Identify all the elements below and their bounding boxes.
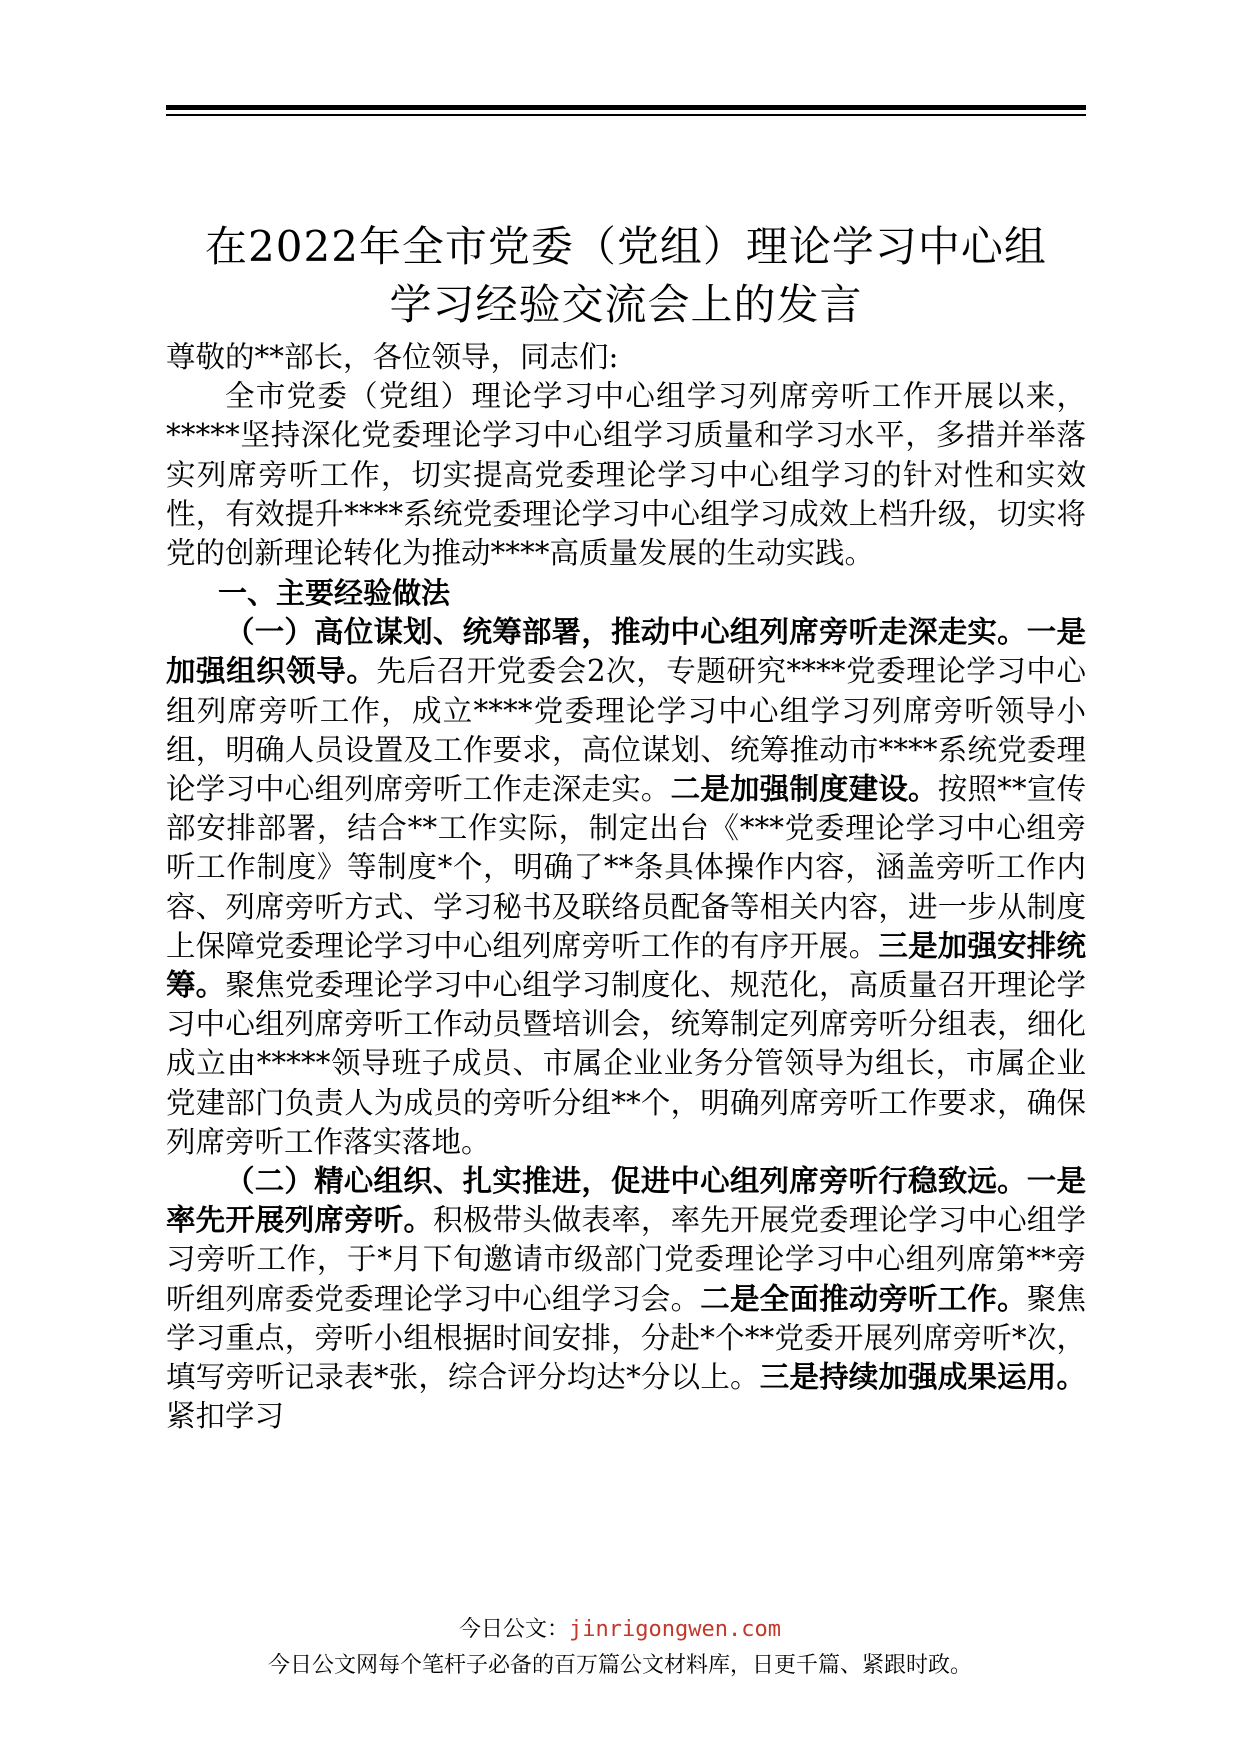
- paragraph-1-lead: （一）高位谋划、统筹部署，推动中心组列席旁听走深走实。: [225, 615, 1027, 650]
- footer-slogan: 今日公文网每个笔杆子必备的百万篇公文材料库，日更千篇、紧跟时政。: [267, 1653, 972, 1678]
- paragraph-2-lead: （二）精心组织、扎实推进，促进中心组列席旁听行稳致远。: [225, 1164, 1027, 1199]
- p2-point3-title: 三是持续加强成果运用。: [759, 1360, 1086, 1395]
- paragraph-2: [166, 1162, 1086, 1436]
- footer-label: 今日公文：: [459, 1617, 570, 1642]
- document-title-line1: 在2022年全市党委（党组）理论学习中心组: [205, 222, 1047, 271]
- p2-point1-title: 一是率先开展列席旁听。: [166, 1164, 1086, 1238]
- footer-url-link[interactable]: jinrigongwen.com: [569, 1617, 781, 1642]
- salutation: 尊敬的**部长，各位领导，同志们:: [166, 340, 619, 374]
- p1-point1-text: 先后召开党委会2次，专题研究****党委理论学习中心组列席旁听工作，成立****党委理论学习中心组学习列席旁听领导小组，明确人员设置及工作要求，高位谋划、统筹推动市****系统党委理论学习中心组列席旁听工作走深走实。: [166, 654, 1086, 807]
- document-title-line2: 学习经验交流会上的发言: [389, 280, 863, 329]
- p1-point3-title: 三是加强安排统筹。: [166, 928, 1086, 1003]
- p2-point2-title: 二是全面推动旁听工作。: [700, 1281, 1027, 1316]
- p1-point2-title: 二是加强制度建设。: [670, 772, 938, 807]
- footer-source: [0, 1612, 1240, 1643]
- intro-paragraph: 全市党委（党组）理论学习中心组学习列席旁听工作开展以来，*****坚持深化党委理论学习中心组学习质量和学习水平，多措并举落实列席旁听工作，切实提高党委理论学习中心组学习的针对性和实效性，有效提升****系统党委理论学习中心组学习成效上档升级，切实将党的创新理论转化为推动****高质量发展的生动实践。: [166, 379, 1086, 571]
- p2-point3-text: 紧扣学习: [166, 1399, 285, 1434]
- paragraph-1: [166, 613, 1086, 1162]
- document-body: [166, 338, 1086, 1436]
- p1-point2-text: 按照**宣传部安排部署，结合**工作实际，制定出台《***党委理论学习中心组旁听工作制度》等制度*个，明确了**条具体操作内容，涵盖旁听工作内容、列席旁听方式、学习秘书及联络员配备等相关内容，进一步从制度上保障党委理论学习中心组列席旁听工作的有序开展。: [166, 772, 1086, 963]
- p1-point1-title: 一是加强组织领导。: [166, 615, 1086, 689]
- p2-point1-text: 积极带头做表率，率先开展党委理论学习中心组学习旁听工作，于*月下旬邀请市级部门党委理论学习中心组列席第**旁听组列席委党委理论学习中心组学习会。: [166, 1203, 1086, 1316]
- section-heading: 一、主要经验做法: [218, 576, 451, 611]
- p2-point2-text: 聚焦学习重点，旁听小组根据时间安排，分赴*个**党委开展列席旁听*次，填写旁听记录表*张，综合评分均达*分以上。: [166, 1281, 1086, 1395]
- header-rule-thick: [166, 105, 1086, 110]
- p1-point3-text: 聚焦党委理论学习中心组学习制度化、规范化，高质量召开理论学习中心组列席旁听工作动员暨培训会，统筹制定列席旁听分组表，细化成立由*****领导班子成员、市属企业业务分管领导为组长，市属企业党建部门负责人为成员的旁听分组**个，明确列席旁听工作要求，确保列席旁听工作落实落地。: [166, 968, 1086, 1159]
- header-rule-thin: [166, 114, 1086, 116]
